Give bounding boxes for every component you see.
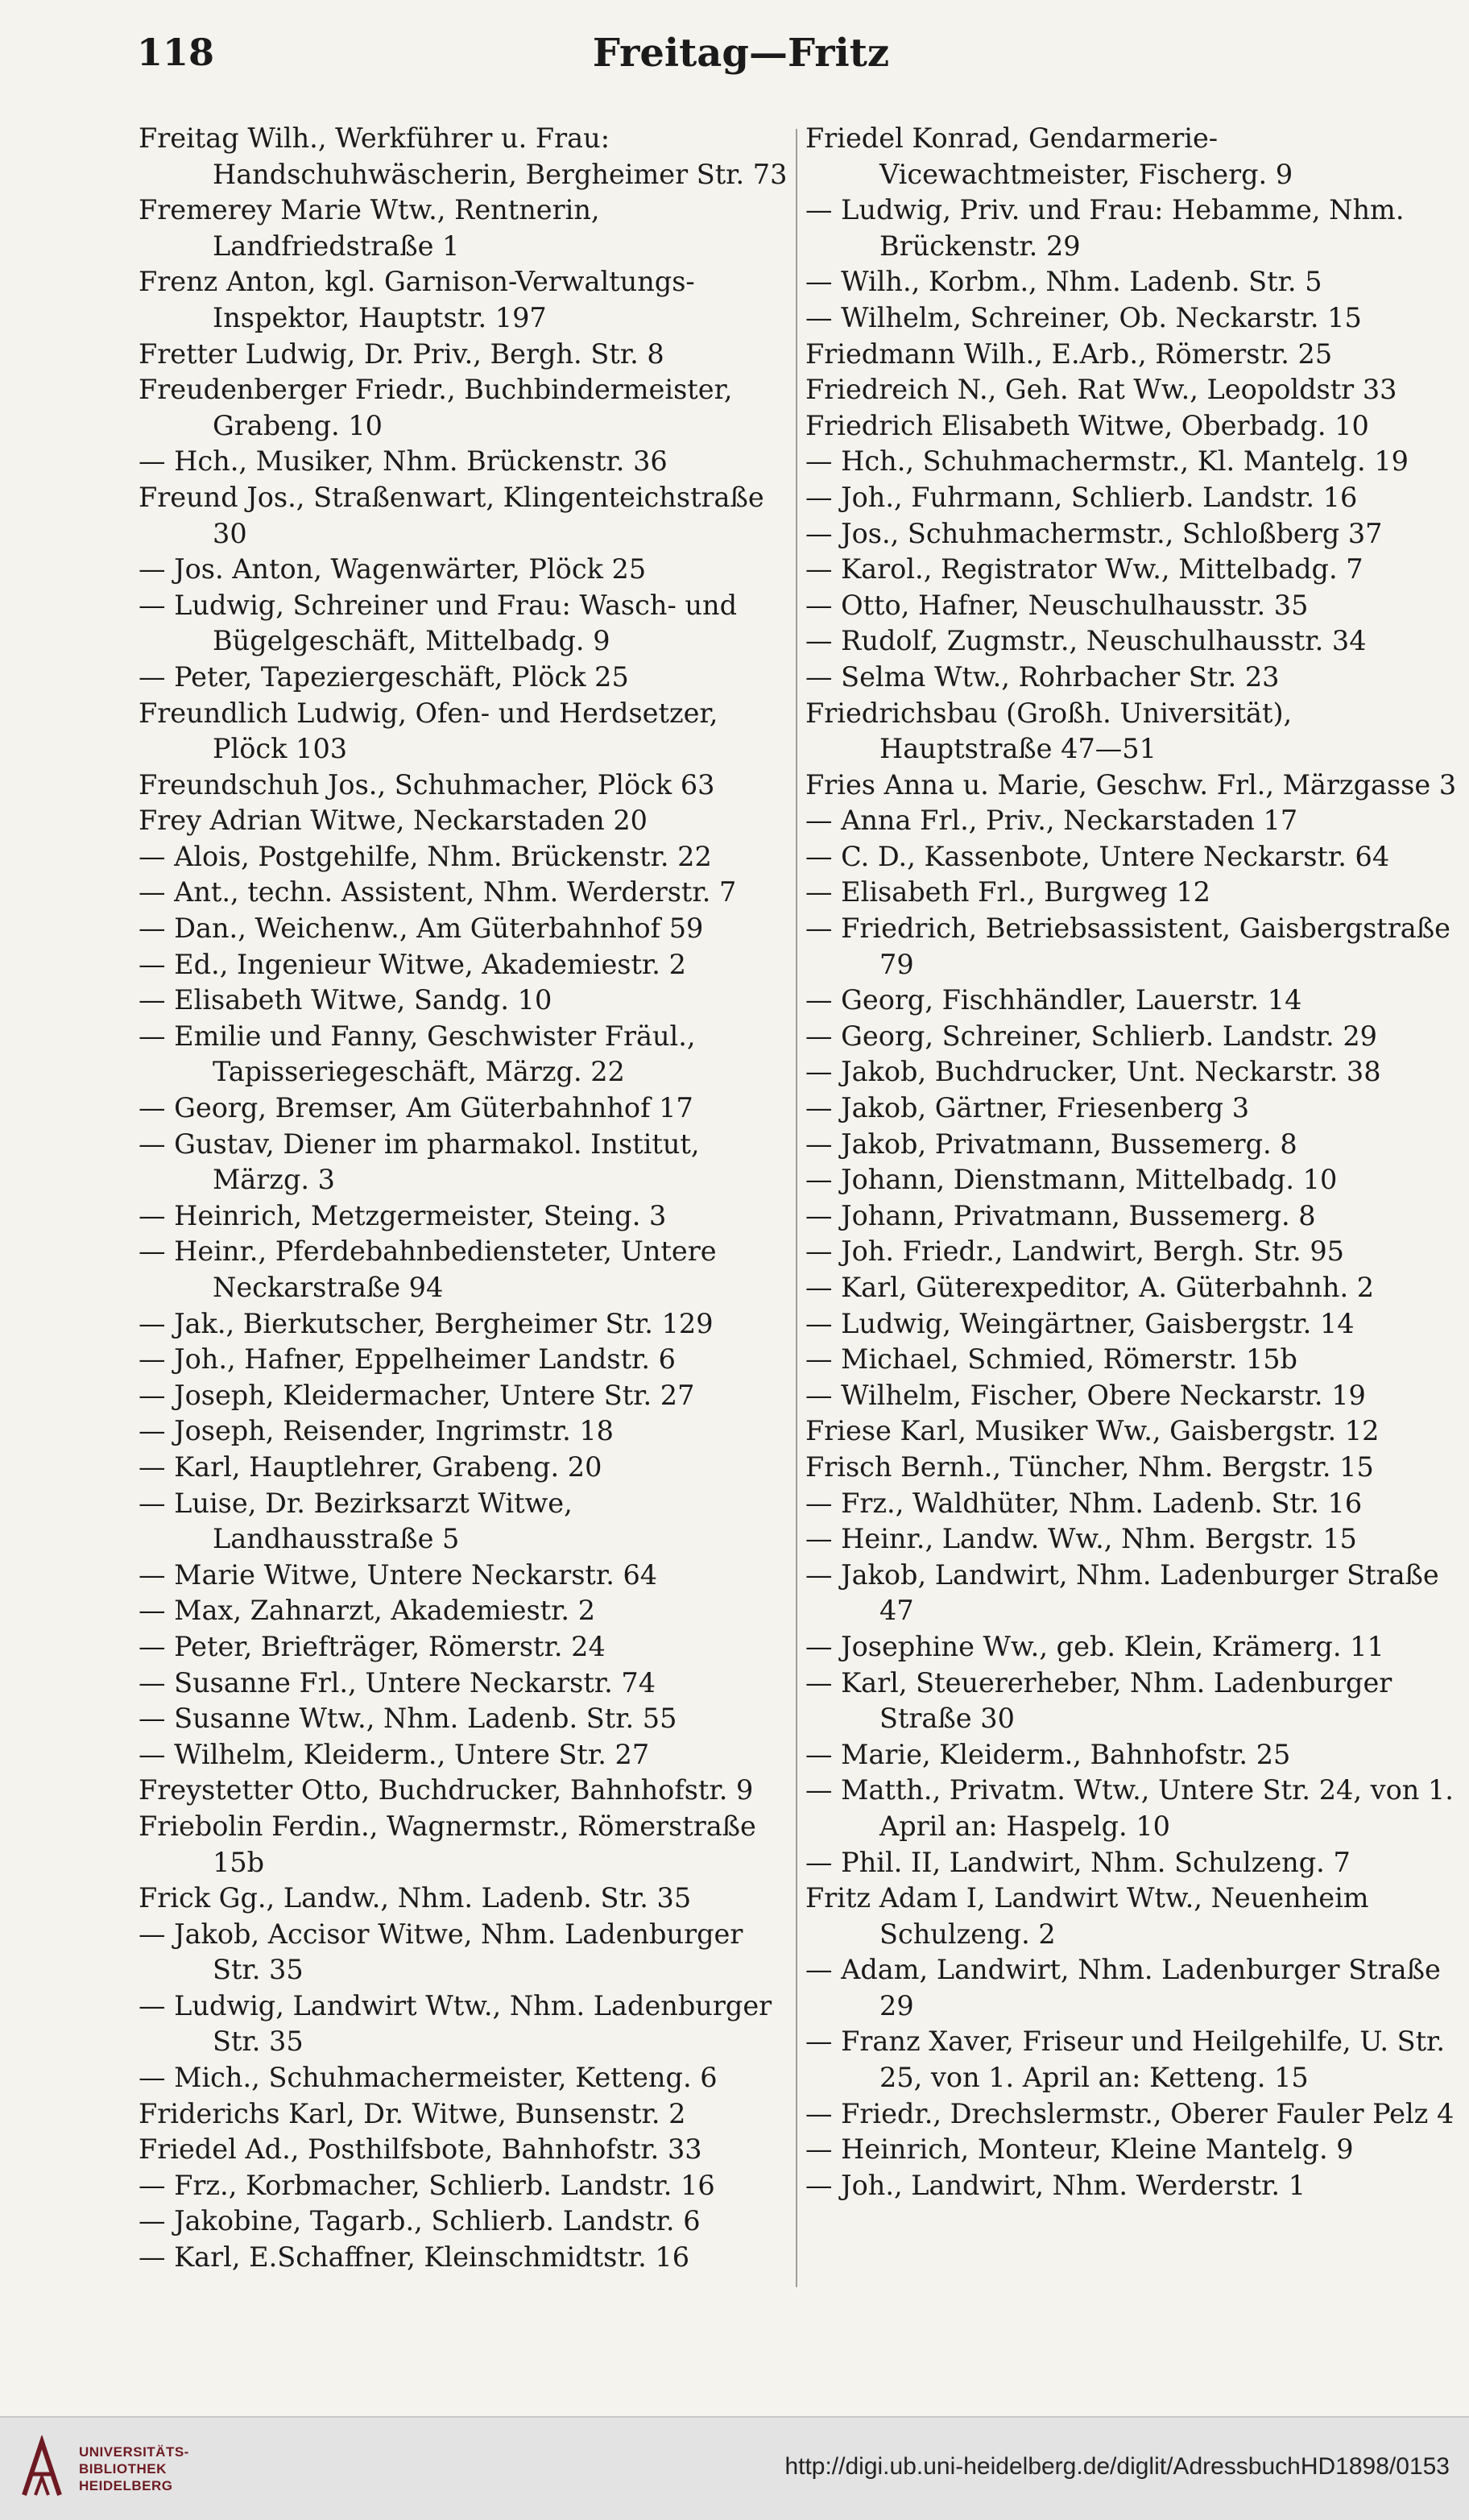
- directory-entry: — Ludwig, Priv. und Frau: Hebamme, Nhm. Brückenstr. 29: [805, 194, 1405, 262]
- directory-entry: Friedreich N., Geh. Rat Ww., Leopoldstr 33: [805, 374, 1397, 406]
- directory-entry: — Friedrich, Betriebsassistent, Gaisbergstraße 79: [805, 912, 1450, 980]
- directory-entry: — Ludwig, Landwirt Wtw., Nhm. Ladenburger Str. 35: [139, 1989, 772, 2058]
- directory-entry: — Jakob, Landwirt, Nhm. Ladenburger Straße 47: [805, 1558, 1439, 1627]
- directory-entry: — C. D., Kassenbote, Untere Neckarstr. 64: [805, 840, 1390, 872]
- directory-entry: — Heinrich, Monteur, Kleine Mantelg. 9: [805, 2133, 1354, 2166]
- directory-entry: — Georg, Fischhändler, Lauerstr. 14: [805, 984, 1302, 1016]
- directory-entry: — Georg, Bremser, Am Güterbahnhof 17: [139, 1092, 693, 1124]
- directory-entry: — Ludwig, Weingärtner, Gaisbergstr. 14: [805, 1307, 1355, 1339]
- directory-entry: — Josephine Ww., geb. Klein, Krämerg. 11: [805, 1630, 1384, 1662]
- directory-entry: — Jakob, Gärtner, Friesenberg 3: [805, 1092, 1250, 1124]
- directory-entry: — Hch., Musiker, Nhm. Brückenstr. 36: [139, 445, 668, 478]
- directory-entry: — Selma Wtw., Rohrbacher Str. 23: [805, 660, 1280, 693]
- library-logo-icon: [16, 2435, 68, 2503]
- directory-entry: Frenz Anton, kgl. Garnison-Verwaltungs-Inspektor, Hauptstr. 197: [139, 266, 695, 333]
- directory-entry: — Luise, Dr. Bezirksarzt Witwe, Landhausstraße 5: [139, 1487, 573, 1555]
- directory-entry: — Joh. Friedr., Landwirt, Bergh. Str. 95: [805, 1235, 1344, 1268]
- directory-entry: Freund Jos., Straßenwart, Klingenteichstraße 30: [139, 481, 764, 549]
- directory-entry: — Heinrich, Metzgermeister, Steing. 3: [139, 1199, 667, 1231]
- directory-entry: — Frz., Korbmacher, Schlierb. Landstr. 16: [139, 2169, 715, 2201]
- directory-entry: — Michael, Schmied, Römerstr. 15b: [805, 1343, 1297, 1376]
- directory-entry: — Susanne Wtw., Nhm. Ladenb. Str. 55: [139, 1703, 677, 1735]
- directory-entry: — Rudolf, Zugmstr., Neuschulhausstr. 34: [805, 625, 1367, 657]
- directory-entry: — Wilhelm, Schreiner, Ob. Neckarstr. 15: [805, 301, 1362, 333]
- directory-entry: — Jakob, Accisor Witwe, Nhm. Ladenburger Str. 35: [139, 1918, 743, 1986]
- directory-entry: — Susanne Frl., Untere Neckarstr. 74: [139, 1666, 656, 1699]
- column-divider: [796, 129, 797, 2287]
- directory-entry: — Matth., Privatm. Wtw., Untere Str. 24, von 1. April an: Haspelg. 10: [805, 1774, 1454, 1842]
- directory-entry: — Mich., Schuhmachermeister, Ketteng. 6: [139, 2062, 718, 2094]
- library-logo-text: [79, 2443, 189, 2494]
- directory-entry: — Joseph, Reisender, Ingrimstr. 18: [139, 1415, 614, 1447]
- directory-entry: — Adam, Landwirt, Nhm. Ladenburger Straße 29: [805, 1954, 1441, 2021]
- directory-entry: — Karol., Registrator Ww., Mittelbadg. 7: [805, 553, 1363, 586]
- directory-entry: — Peter, Tapeziergeschäft, Plöck 25: [139, 660, 629, 693]
- directory-entry: — Heinr., Landw. Ww., Nhm. Bergstr. 15: [805, 1523, 1357, 1555]
- directory-entry: — Karl, Güterexpeditor, A. Güterbahnh. 2: [805, 1272, 1375, 1303]
- logo-line: UNIVERSITÄTS-: [79, 2444, 189, 2460]
- directory-entry: — Franz Xaver, Friseur und Heilgehilfe, U. Str. 25, von 1. April an: Ketteng. 15: [805, 2026, 1446, 2094]
- directory-entry: — Joh., Hafner, Eppelheimer Landstr. 6: [139, 1343, 676, 1376]
- directory-entry: — Joh., Landwirt, Nhm. Werderstr. 1: [805, 2169, 1306, 2201]
- logo-line: HEIDELBERG: [79, 2478, 173, 2493]
- directory-entry: — Elisabeth Frl., Burgweg 12: [805, 876, 1210, 908]
- directory-entry: Friese Karl, Musiker Ww., Gaisbergstr. 12: [805, 1415, 1380, 1447]
- directory-entry: — Joseph, Kleidermacher, Untere Str. 27: [139, 1379, 695, 1411]
- directory-entry: — Wilh., Korbm., Nhm. Ladenb. Str. 5: [805, 266, 1322, 298]
- directory-entry: — Karl, Steuererheber, Nhm. Ladenburger Straße 30: [805, 1666, 1392, 1735]
- directory-entry: — Marie Witwe, Untere Neckarstr. 64: [139, 1558, 658, 1591]
- directory-entry: Frick Gg., Landw., Nhm. Ladenb. Str. 35: [139, 1882, 692, 1914]
- directory-entry: Friderichs Karl, Dr. Witwe, Bunsenstr. 2: [139, 2097, 686, 2129]
- directory-entry: Friedel Ad., Posthilfsbote, Bahnhofstr. 33: [139, 2133, 702, 2166]
- directory-entry: — Phil. II, Landwirt, Nhm. Schulzeng. 7: [805, 1846, 1351, 1878]
- directory-entry: — Max, Zahnarzt, Akademiestr. 2: [139, 1595, 596, 1627]
- directory-entry: — Jos. Anton, Wagenwärter, Plöck 25: [139, 553, 647, 586]
- directory-entry: — Alois, Postgehilfe, Nhm. Brückenstr. 22: [139, 840, 712, 872]
- logo-line: BIBLIOTHEK: [79, 2461, 167, 2477]
- directory-entry: Fries Anna u. Marie, Geschw. Frl., Märzgasse 3: [805, 768, 1457, 801]
- directory-entry: — Joh., Fuhrmann, Schlierb. Landstr. 16: [805, 481, 1358, 513]
- directory-entry: Friedmann Wilh., E.Arb., Römerstr. 25: [805, 337, 1333, 370]
- directory-entry: Friedel Konrad, Gendarmerie-Vicewachtmeister, Fischerg. 9: [805, 122, 1293, 190]
- directory-entry: — Anna Frl., Priv., Neckarstaden 17: [805, 805, 1298, 837]
- directory-entry: Friebolin Ferdin., Wagnermstr., Römerstraße 15b: [139, 1810, 756, 1878]
- directory-entry: — Elisabeth Witwe, Sandg. 10: [139, 984, 552, 1016]
- directory-entry: Frisch Bernh., Tüncher, Nhm. Bergstr. 15: [805, 1450, 1374, 1483]
- directory-entry: Fretter Ludwig, Dr. Priv., Bergh. Str. 8: [139, 337, 664, 370]
- directory-entry: Freundschuh Jos., Schuhmacher, Plöck 63: [139, 768, 715, 801]
- directory-entry: — Georg, Schreiner, Schlierb. Landstr. 29: [805, 1020, 1377, 1052]
- directory-entry: — Peter, Briefträger, Römerstr. 24: [139, 1630, 606, 1662]
- directory-entry: — Jakob, Buchdrucker, Unt. Neckarstr. 38: [805, 1056, 1381, 1088]
- right-column: [805, 121, 1462, 2203]
- directory-entry: — Gustav, Diener im pharmakol. Institut, Märzg. 3: [139, 1128, 700, 1196]
- directory-entry: Fritz Adam I, Landwirt Wtw., Neuenheim Schulzeng. 2: [805, 1882, 1369, 1950]
- page-header: [129, 31, 1353, 87]
- directory-entry: — Friedr., Drechslermstr., Oberer Fauler Pelz 4: [805, 2097, 1455, 2129]
- directory-entry: Freystetter Otto, Buchdrucker, Bahnhofstr. 9: [139, 1774, 754, 1806]
- directory-entry: — Wilhelm, Fischer, Obere Neckarstr. 19: [805, 1379, 1366, 1411]
- directory-entry: — Marie, Kleiderm., Bahnhofstr. 25: [805, 1738, 1291, 1770]
- directory-entry: — Jakobine, Tagarb., Schlierb. Landstr. 6: [139, 2205, 701, 2237]
- directory-entry: Friedrich Elisabeth Witwe, Oberbadg. 10: [805, 409, 1369, 441]
- directory-entry: — Jak., Bierkutscher, Bergheimer Str. 129: [139, 1307, 714, 1339]
- directory-entry: — Ludwig, Schreiner und Frau: Wasch- und Bügelgeschäft, Mittelbadg. 9: [139, 589, 738, 657]
- footer-bar: [0, 2416, 1469, 2520]
- directory-entry: Frey Adrian Witwe, Neckarstaden 20: [139, 805, 648, 837]
- page-number: 118: [137, 31, 215, 74]
- directory-entry: — Wilhelm, Kleiderm., Untere Str. 27: [139, 1738, 650, 1770]
- directory-entry: Friedrichsbau (Großh. Universität), Hauptstraße 47—51: [805, 697, 1293, 765]
- directory-entry: — Johann, Privatmann, Bussemerg. 8: [805, 1199, 1316, 1231]
- directory-entry: — Ed., Ingenieur Witwe, Akademiestr. 2: [139, 948, 686, 980]
- directory-entry: — Johann, Dienstmann, Mittelbadg. 10: [805, 1164, 1338, 1196]
- directory-entry: — Hch., Schuhmachermstr., Kl. Mantelg. 19: [805, 445, 1409, 478]
- directory-entry: — Otto, Hafner, Neuschulhausstr. 35: [805, 589, 1309, 621]
- directory-entry: — Dan., Weichenw., Am Güterbahnhof 59: [139, 912, 704, 945]
- source-url-link[interactable]: http://digi.ub.uni-heidelberg.de/diglit/AdressbuchHD1898/0153: [784, 2453, 1450, 2480]
- directory-entry: — Emilie und Fanny, Geschwister Fräul., Tapisseriegeschäft, Märzg. 22: [139, 1020, 696, 1088]
- directory-entry: Freundlich Ludwig, Ofen- und Herdsetzer, Plöck 103: [139, 697, 718, 765]
- directory-entry: — Jos., Schuhmachermstr., Schloßberg 37: [805, 517, 1383, 549]
- left-column: [139, 121, 795, 2276]
- directory-entry: — Karl, Hauptlehrer, Grabeng. 20: [139, 1450, 602, 1483]
- directory-entry: — Karl, E.Schaffner, Kleinschmidtstr. 16: [139, 2241, 690, 2274]
- directory-entry: Fremerey Marie Wtw., Rentnerin, Landfriedstraße 1: [139, 194, 600, 262]
- directory-entry: Freudenberger Friedr., Buchbindermeister, Grabeng. 10: [139, 374, 733, 441]
- directory-entry: — Ant., techn. Assistent, Nhm. Werderstr. 7: [139, 876, 737, 908]
- running-title: Freitag—Fritz: [592, 31, 890, 76]
- directory-entry: — Heinr., Pferdebahnbediensteter, Untere Neckarstraße 94: [139, 1235, 717, 1303]
- directory-entry: Freitag Wilh., Werkführer u. Frau: Handschuhwäscherin, Bergheimer Str. 73: [139, 122, 788, 190]
- directory-entry: — Frz., Waldhüter, Nhm. Ladenb. Str. 16: [805, 1487, 1363, 1519]
- directory-entry: — Jakob, Privatmann, Bussemerg. 8: [805, 1128, 1297, 1160]
